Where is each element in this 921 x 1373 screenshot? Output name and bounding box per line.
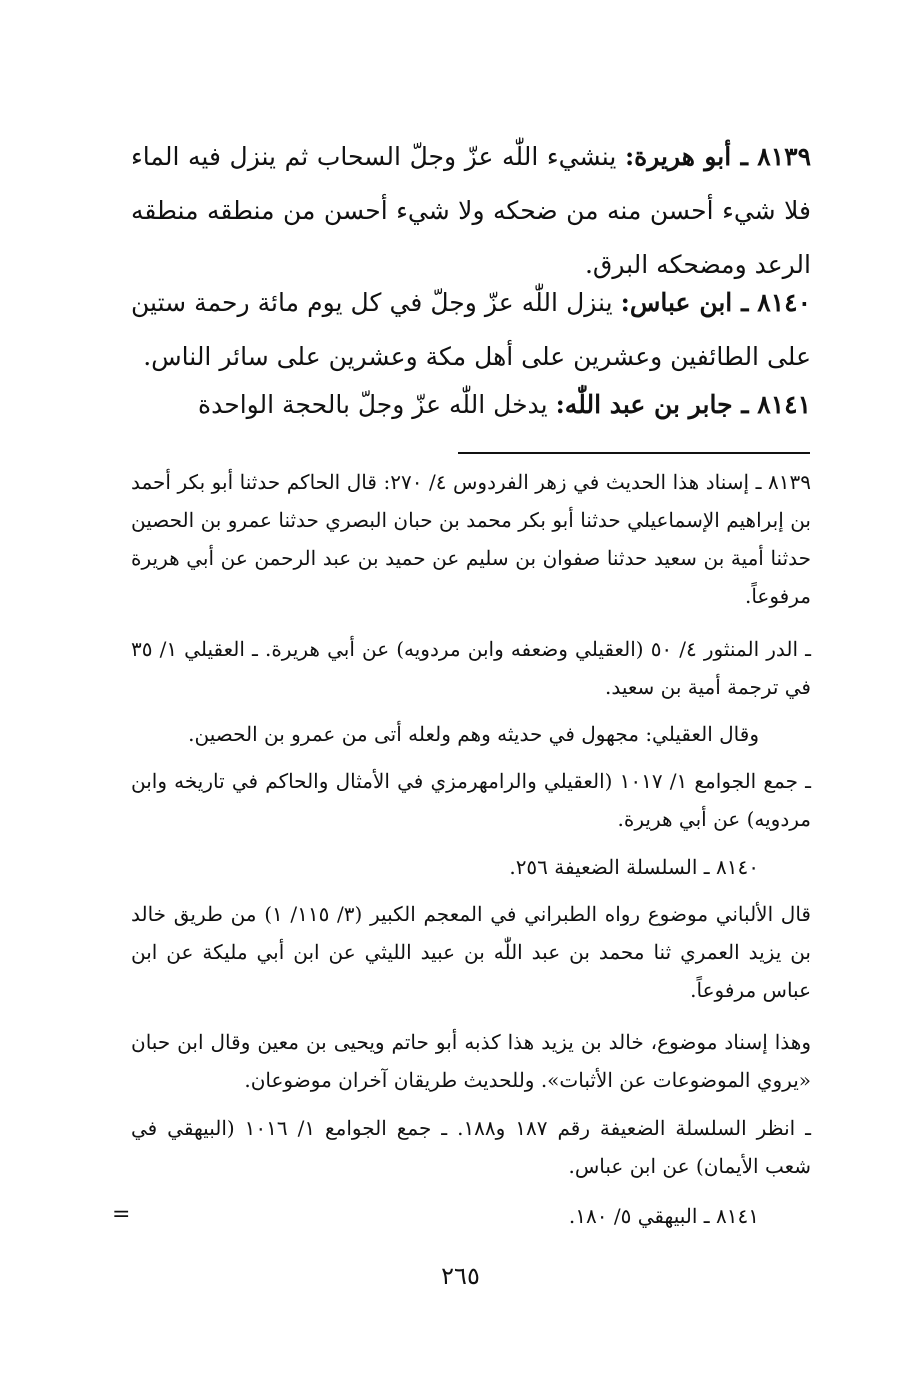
hadith-entry-8141 xyxy=(131,378,811,432)
entry-text: ينزل اللّٰه عزّ وجلّ في كل يوم مائة رحمة ستين على الطائفين وعشرين على أهل مكة وعشرين على سائر الناس. xyxy=(131,288,811,371)
footnote-isnad-mawdu: وهذا إسناد موضوع، خالد بن يزيد هذا كذبه أبو حاتم ويحيى بن معين وقال ابن حبان «يروي الموضوعات عن الأثبات». وللحديث طريقان آخران موضوعان. xyxy=(131,1030,811,1092)
footnote-jam-jawami: ـ جمع الجوامع ١/ ١٠١٧ (العقيلي والرامهرمزي في الأمثال والحاكم في تاريخه وابن مردويه) عن أبي هريرة. xyxy=(131,769,811,831)
footnote-8140-silsila: ٨١٤٠ ـ السلسلة الضعيفة ٢٥٦. xyxy=(509,855,759,879)
entry-number: ٨١٤١ ـ جابر بن عبد اللّٰه: xyxy=(555,390,811,419)
footnote-8139-isnad: ٨١٣٩ ـ إسناد هذا الحديث في زهر الفردوس ٤/ ٢٧٠: قال الحاكم حدثنا أبو بكر أحمد بن إبراهيم الإسماعيلي حدثنا أبو بكر محمد بن حبان البصري حدثنا عمرو بن الحصين حدثنا أمية بن سعيد حدثنا صفوان بن سليم عن حميد بن عبد الرحمن عن أبي هريرة مرفوعاً. xyxy=(131,470,811,608)
entry-text: ينشيء اللّٰه عزّ وجلّ السحاب ثم ينزل فيه الماء فلا شيء أحسن منه من ضحكه ولا شيء أحسن من منطقه منطقه الرعد ومضحكه البرق. xyxy=(131,142,811,279)
entry-number: ٨١٣٩ ـ أبو هريرة: xyxy=(624,142,811,171)
hadith-entry-8140 xyxy=(131,276,811,384)
footnote-silsila-jam: ـ انظر السلسلة الضعيفة رقم ١٨٧ و١٨٨. ـ جمع الجوامع ١/ ١٠١٦ (البيهقي في شعب الأيمان) عن ابن عباس. xyxy=(131,1116,811,1178)
footnote-8141-bayhaqi: ٨١٤١ ـ البيهقي ٥/ ١٨٠. xyxy=(568,1204,759,1228)
entry-text: يدخل اللّٰه عزّ وجلّ بالحجة الواحدة xyxy=(198,390,556,419)
continuation-marker: = xyxy=(112,1202,131,1227)
entry-number: ٨١٤٠ ـ ابن عباس: xyxy=(620,288,812,317)
hadith-entry-8139 xyxy=(131,130,811,292)
footnote-uqayli-comment: وقال العقيلي: مجهول في حديثه وهم ولعله أتى من عمرو بن الحصين. xyxy=(188,722,759,746)
page-number: ٢٦٥ xyxy=(441,1262,480,1290)
footnote-separator xyxy=(458,452,810,454)
footnote-albani: قال الألباني موضوع رواه الطبراني في المعجم الكبير (٣/ ١١٥/ ١) من طريق خالد بن يزيد العمري ثنا محمد بن عبد اللّٰه بن عبيد الليثي عن ابن أبي مليكة عن ابن عباس مرفوعاً. xyxy=(131,902,811,1002)
footnote-durr-manthur: ـ الدر المنثور ٤/ ٥٠ (العقيلي وضعفه وابن مردويه) عن أبي هريرة. ـ العقيلي ١/ ٣٥ في ترجمة أمية بن سعيد. xyxy=(131,637,811,699)
